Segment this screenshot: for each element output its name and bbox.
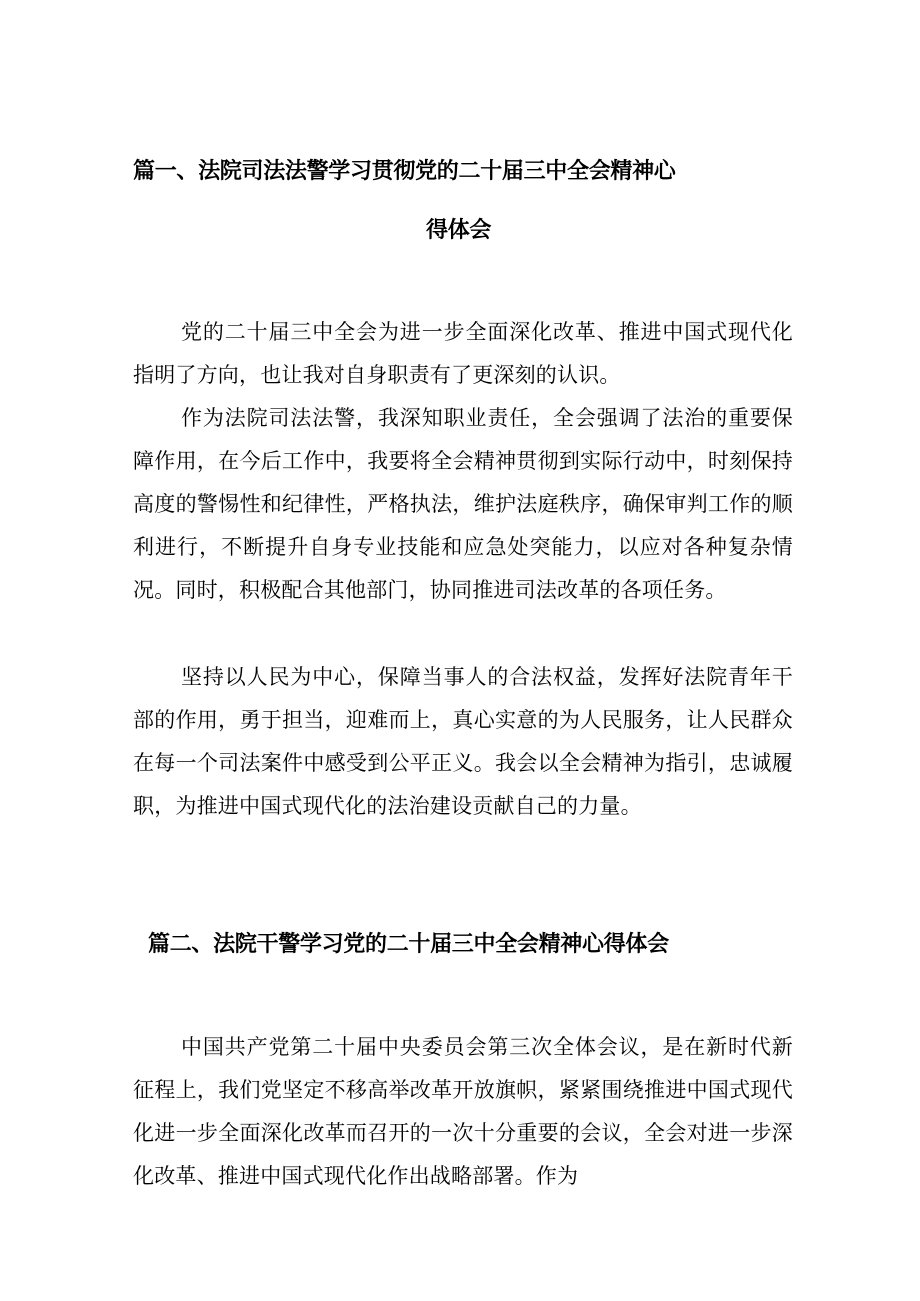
- section-1-paragraph-3: 坚持以人民为中心，保障当事人的合法权益，发挥好法院青年干部的作用，勇于担当，迎难而上，真心实意的为人民服务，让人民群众在每一个司法案件中感受到公平正义。我会以全会精神为指引，忠诚履职，为推进中国式现代化的法治建设贡献自己的力量。: [133, 665, 793, 818]
- section-1-title-line-1: 篇一、法院司法法警学习贯彻党的二十届三中全会精神心: [133, 159, 676, 184]
- section-2-paragraph-1: 中国共产党第二十届中央委员会第三次全体会议，是在新时代新征程上，我们党坚定不移高举改革开放旗帜，紧紧围绕推进中国式现代化进一步全面深化改革而召开的一次十分重要的会议，全会对进一步深化改革、推进中国式现代化作出战略部署。作为: [133, 1035, 793, 1188]
- section-1-title-line-2: 得体会: [426, 218, 492, 243]
- section-1-paragraph-2: 作为法院司法法警，我深知职业责任，全会强调了法治的重要保障作用，在今后工作中，我要将全会精神贯彻到实际行动中，时刻保持高度的警惕性和纪律性，严格执法，维护法庭秩序，确保审判工作的顺利进行，不断提升自身专业技能和应急处突能力，以应对各种复杂情况。同时，积极配合其他部门，协同推进司法改革的各项任务。: [133, 406, 793, 602]
- section-2-title: 篇二、法院干警学习党的二十届三中全会精神心得体会: [148, 932, 669, 957]
- section-1-paragraph-1: 党的二十届三中全会为进一步全面深化改革、推进中国式现代化指明了方向，也让我对自身职责有了更深刻的认识。: [133, 320, 793, 387]
